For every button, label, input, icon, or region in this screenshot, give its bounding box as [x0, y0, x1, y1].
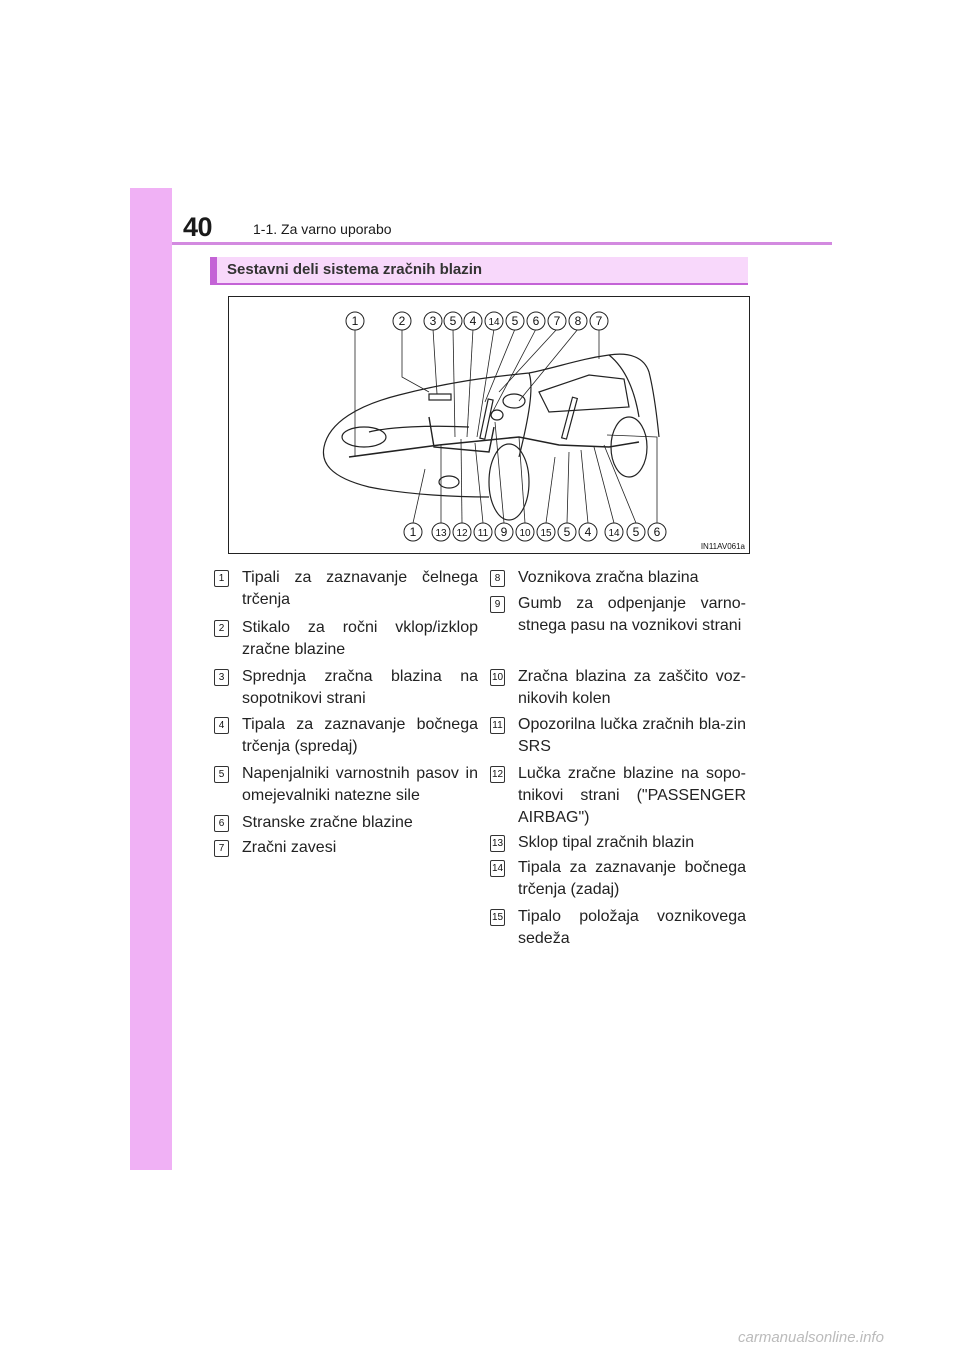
legend-number-badge: 13 — [490, 835, 505, 852]
legend-text: Stranske zračne blazine — [242, 814, 413, 831]
legend-number-badge: 11 — [490, 717, 505, 734]
legend-text: Napenjalniki varnostnih pasov in omejevalniki natezne sile — [242, 765, 478, 804]
legend-number-badge: 15 — [490, 909, 505, 926]
section-divider — [210, 283, 748, 285]
callout-number: 7 — [595, 314, 603, 328]
leader-line — [604, 445, 636, 523]
leader-line — [499, 329, 557, 392]
legend-text: Tipala za zaznavanje bočnega trčenja (spredaj) — [242, 716, 478, 755]
callout-number: 9 — [500, 525, 508, 539]
leader-line — [467, 329, 473, 437]
callout-number: 14 — [608, 528, 620, 539]
legend-text: Stikalo za ročni vklop/izklop zračne blazine — [242, 619, 478, 658]
legend-number-badge: 9 — [490, 596, 505, 613]
legend-text: Zračni zavesi — [242, 839, 337, 856]
callout-number: 6 — [653, 525, 661, 539]
callout-number: 1 — [351, 314, 359, 328]
section-heading — [210, 257, 748, 283]
chapter-title: 1-1. Za varno uporabo — [253, 221, 392, 237]
legend-number-badge: 3 — [214, 669, 229, 686]
legend-number-badge: 10 — [490, 669, 505, 686]
callout-number: 8 — [574, 314, 582, 328]
a-pillar — [519, 373, 531, 457]
legend-number-badge: 8 — [490, 570, 505, 587]
watermark: carmanualsonline.info — [738, 1329, 884, 1346]
callout-number: 12 — [456, 528, 468, 539]
chapter-sidebar — [130, 188, 172, 1170]
legend-text: Zračna blazina za zaščito voz-nikovih kolen — [518, 668, 746, 707]
leader-line — [475, 443, 483, 523]
callout-number: 6 — [532, 314, 540, 328]
figure-code: IN11AV061a — [700, 542, 745, 551]
leader-line — [402, 329, 429, 392]
curtain-airbag-rear — [562, 397, 578, 439]
leader-line — [519, 329, 578, 401]
legend-number-badge: 14 — [490, 860, 505, 877]
callout-number: 4 — [469, 314, 477, 328]
leader-line — [477, 329, 494, 437]
legend-text: Sprednja zračna blazina na sopotnikovi strani — [242, 668, 478, 707]
callout-number: 13 — [435, 528, 447, 539]
callout-number: 10 — [519, 528, 531, 539]
legend-text: Tipala za zaznavanje bočnega trčenja (zadaj) — [518, 859, 746, 898]
callout-number: 14 — [488, 317, 500, 328]
legend-text: Sklop tipal zračnih blazin — [518, 834, 695, 851]
leader-line — [607, 435, 657, 523]
callout-number: 5 — [632, 525, 640, 539]
legend-number-badge: 5 — [214, 766, 229, 783]
legend-text: Voznikova zračna blazina — [518, 569, 699, 586]
front-wheel — [489, 444, 529, 520]
callout-number: 4 — [584, 525, 592, 539]
legend-number-badge: 1 — [214, 570, 229, 587]
page-number: 40 — [183, 212, 213, 242]
legend-number-badge: 12 — [490, 766, 505, 783]
hood-line — [369, 426, 469, 432]
legend-text: Lučka zračne blazine na sopo-tnikovi strani ("PASSENGER AIRBAG") — [518, 765, 746, 826]
callout-number: 5 — [449, 314, 457, 328]
sensor-assembly-frame — [429, 417, 494, 452]
callout-number: 5 — [511, 314, 519, 328]
leader-line — [581, 450, 588, 523]
car-illustration — [229, 297, 749, 553]
callout-number: 1 — [409, 525, 417, 539]
callout-number: 5 — [563, 525, 571, 539]
header-divider — [172, 242, 832, 245]
legend-text: Tipalo položaja voznikovega sedeža — [518, 908, 746, 947]
leader-line — [594, 447, 614, 523]
legend-number-badge: 4 — [214, 717, 229, 734]
car-front-bumper — [323, 447, 489, 497]
side-window — [539, 375, 629, 412]
passenger-airbag — [429, 394, 451, 400]
legend-text: Tipali za zaznavanje čelnega trčenja — [242, 569, 478, 608]
fog-light — [439, 476, 459, 488]
car-roof-outline — [324, 354, 659, 447]
airbag-diagram — [228, 296, 750, 554]
leader-line — [461, 439, 462, 523]
steering-wheel-airbag — [503, 394, 525, 408]
callout-number: 11 — [477, 528, 489, 539]
headlight — [342, 427, 386, 447]
section-title: Sestavni deli sistema zračnih blazin — [227, 261, 483, 278]
legend-text: Opozorilna lučka zračnih bla-zin SRS — [518, 716, 746, 755]
rear-wheel — [611, 417, 647, 477]
legend-number-badge: 6 — [214, 815, 229, 832]
legend-text: Gumb za odpenjanje varno-stnega pasu na voznikovi strani — [518, 595, 746, 634]
leader-line — [433, 329, 437, 394]
callout-number: 7 — [553, 314, 561, 328]
callout-number: 3 — [429, 314, 437, 328]
callout-number: 2 — [398, 314, 406, 328]
legend-number-badge: 7 — [214, 840, 229, 857]
leader-line — [567, 452, 569, 523]
leader-line — [413, 469, 425, 523]
leader-line — [495, 422, 504, 523]
callout-number: 15 — [540, 528, 552, 539]
leader-line — [546, 457, 555, 523]
legend-number-badge: 2 — [214, 620, 229, 637]
bottom-callouts — [404, 523, 666, 541]
top-callouts — [346, 312, 608, 330]
